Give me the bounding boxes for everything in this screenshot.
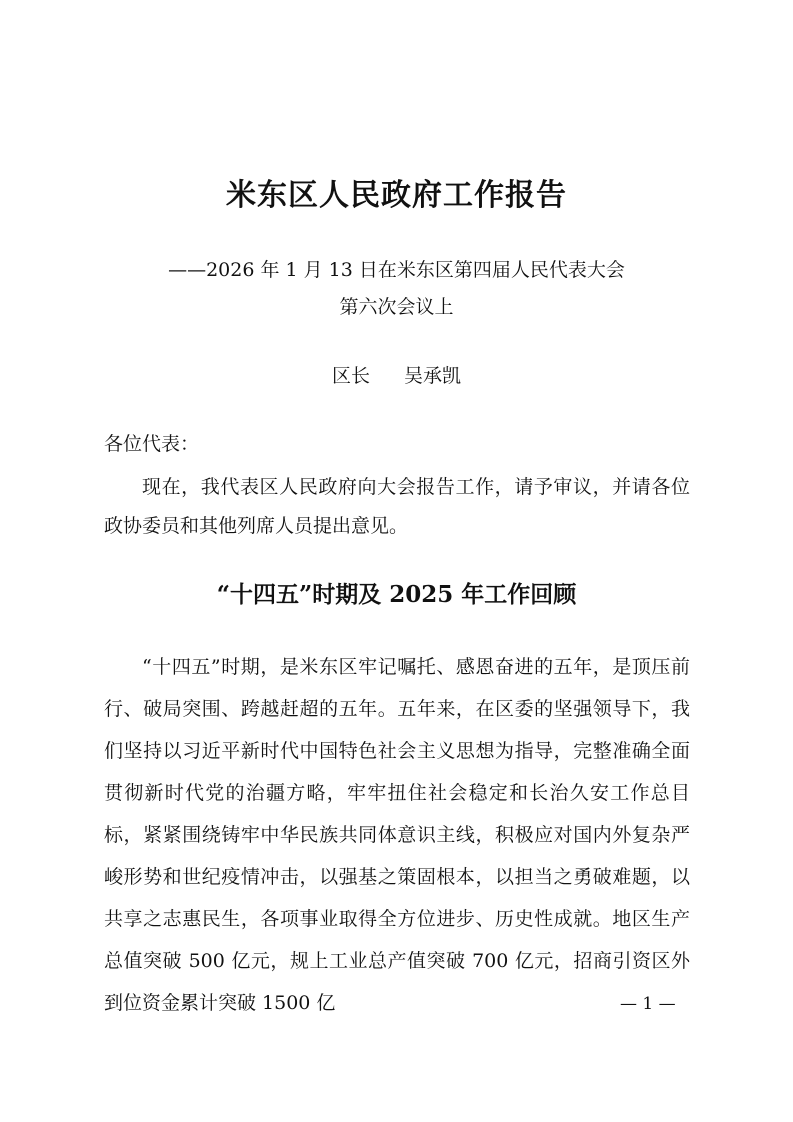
document-subtitle-line2: 第六次会议上 <box>339 296 454 318</box>
intro-paragraph: 现在，我代表区人民政府向大会报告工作，请予审议，并请各位政协委员和其他列席人员提出意见。 <box>104 476 690 537</box>
body-paragraph: “十四五”时期，是米东区牢记嘱托、感恩奋进的五年，是顶压前行、破局突围、跨越赶超的五年。五年来，在区委的坚强领导下，我们坚持以习近平新时代中国特色社会主义思想为指导，完整准确全面贯彻新时代党的治疆方略，牢牢扭住社会稳定和长治久安工作总目标，紧紧围绕铸牢中华民族共同体意识主线，积极应对国内外复杂严峻形势和世纪疫情冲击，以强基之策固根本，以担当之勇破难题，以共享之志惠民生，各项事业取得全方位进步、历史性成就。地区生产总值突破 500 亿元，规上工业总产值突破 700 亿元，招商引资区外到位资金累计突破 1500 亿 <box>104 656 690 1014</box>
author-role: 区长 <box>331 365 370 387</box>
section-heading: “十四五”时期及 2025 年工作回顾 <box>216 581 577 608</box>
author-name: 吴承凯 <box>404 365 462 387</box>
salutation: 各位代表： <box>104 433 200 455</box>
author-line <box>0 362 793 390</box>
document-title: 米东区人民政府工作报告 <box>226 178 567 213</box>
document-subtitle-line1: ——2026 年 1 月 13 日在米东区第四届人民代表大会 <box>168 259 625 281</box>
page-number: — 1 — <box>620 994 676 1014</box>
